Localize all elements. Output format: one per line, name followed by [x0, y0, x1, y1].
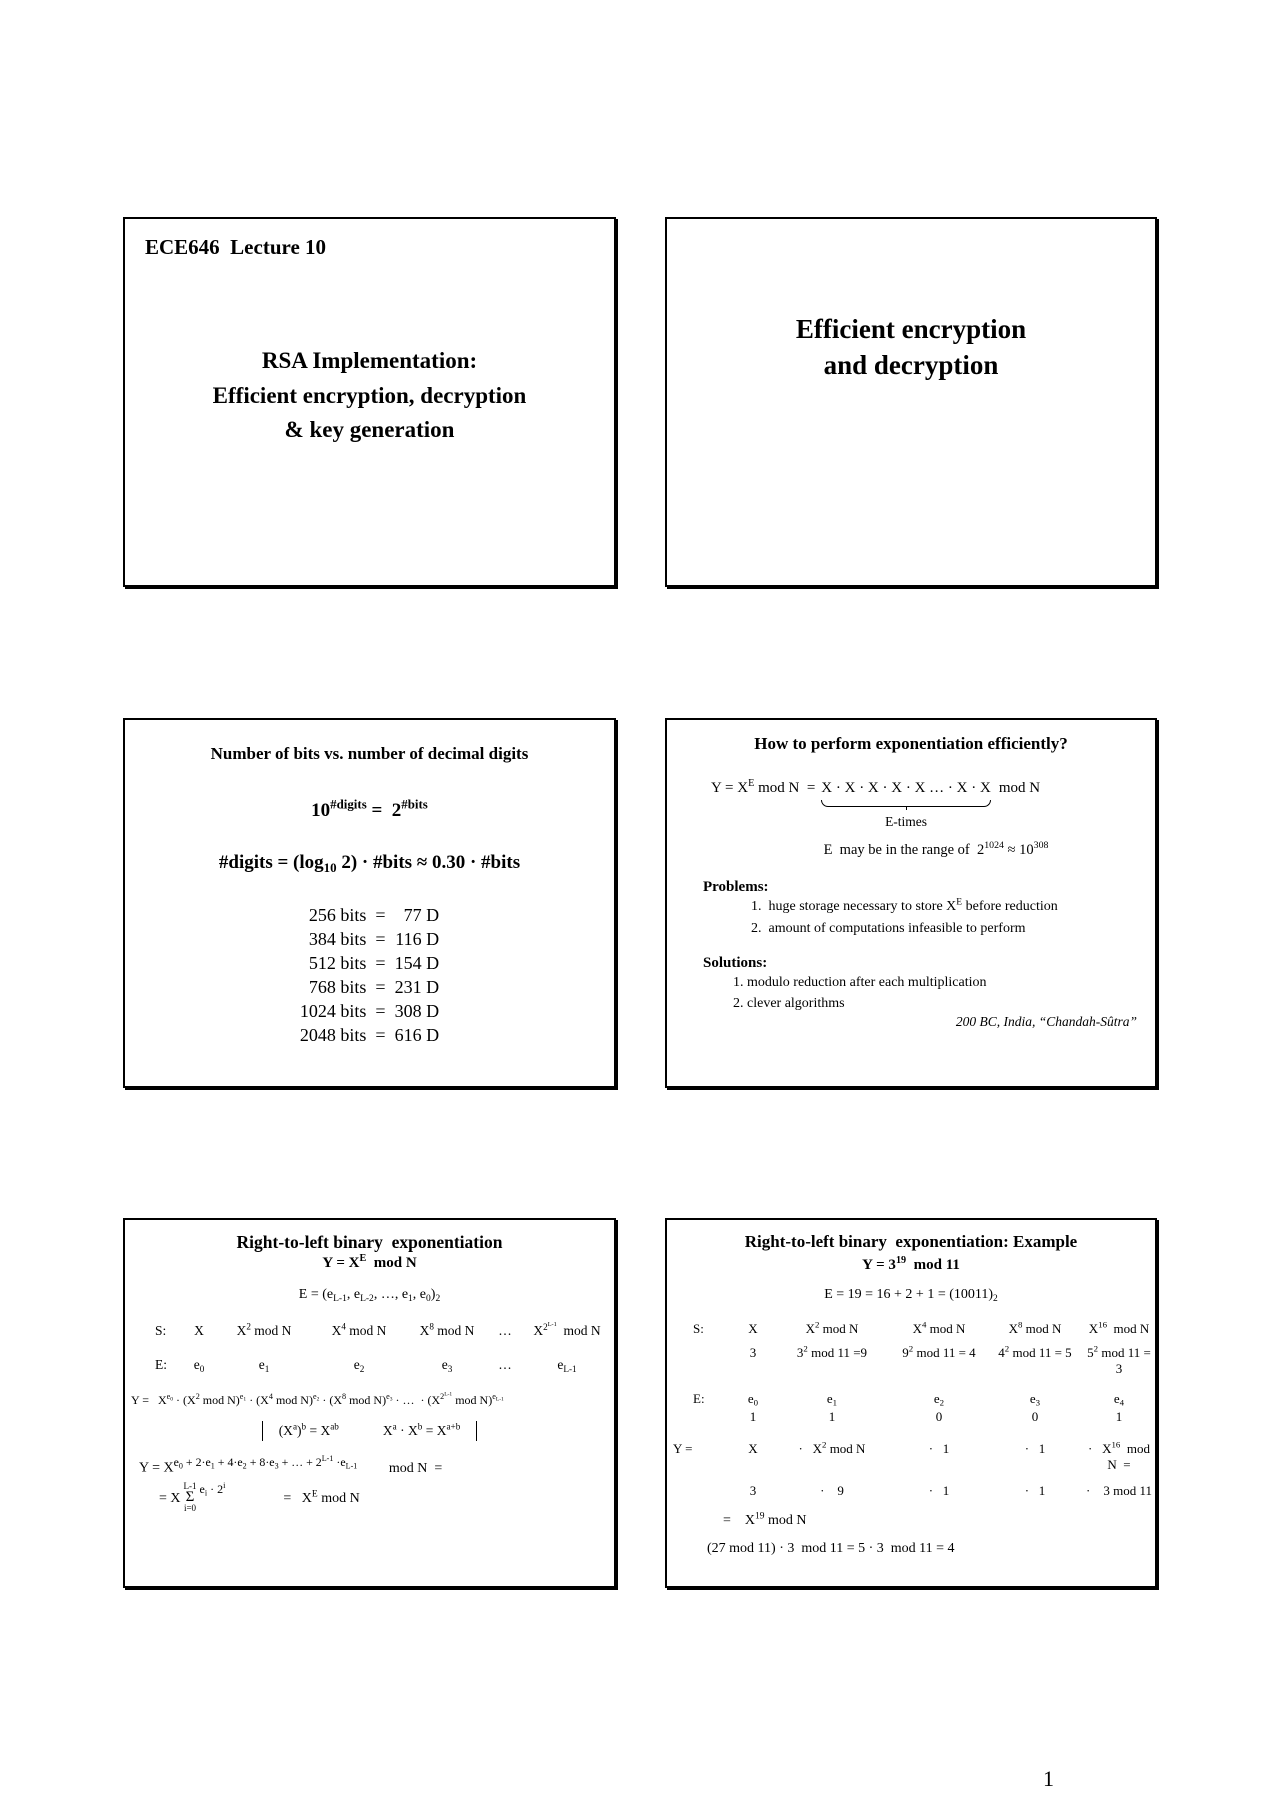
sum-term: $e_i \cdot 2^i$ [199, 1480, 226, 1498]
expanded-exponent-formula [139, 1454, 614, 1477]
slide-title: Right-to-left binary exponentiation: Example [744, 1232, 1078, 1251]
power-formula: $10^{\#digits} = 2^{\#bits}$ [311, 796, 428, 821]
exponent-bits-values-row [693, 1409, 1155, 1425]
s-value-cell: $4^2$ mod 11 = 5 [998, 1343, 1072, 1360]
underbrace-label: E-times [885, 814, 928, 829]
page-number: 1 [1043, 1766, 1054, 1791]
section-title-line: Efficient encryption [795, 314, 1027, 344]
y-value-cell: · 1 [928, 1483, 950, 1498]
bits-cell: 384 bits [308, 928, 367, 949]
digits-cell: 616 D [394, 1024, 440, 1045]
s-row-cell: $X^4$ mod N [331, 1321, 387, 1338]
solution-item: 1. modulo reduction after each multiplication [733, 975, 987, 991]
e-row-cell: $e_4$ [1113, 1391, 1125, 1408]
y-values-row [669, 1483, 1155, 1499]
section-title-line: and decryption [823, 350, 999, 381]
sum-formula [159, 1480, 614, 1526]
s-value-cell [693, 1345, 733, 1377]
final-computation-line: (27 mod 11) · 3 mod 11 = 5 · 3 mod 11 = 4 [707, 1541, 955, 1556]
identity-power: $(X^a)^b = X^{ab}$ [278, 1421, 339, 1438]
equals-cell: = [375, 1000, 386, 1021]
y-value-cell: · 1 [1024, 1483, 1046, 1498]
y2-tail: mod N = [388, 1460, 443, 1476]
squares-header-row [693, 1321, 1155, 1337]
s-value-cell: $5^2$ mod 11 = 3 [1087, 1343, 1155, 1376]
slide-section-title [665, 217, 1157, 587]
lecture-title-line: Efficient encryption, decryption [212, 382, 527, 408]
y-value-cell: · 3 mod 11 [1086, 1483, 1152, 1498]
problem-item: 1. huge storage necessary to store $X^E$ before reduction [751, 897, 1058, 914]
digits-formula: #digits = ($\log_{10}$ 2) · #bits ≈ 0.30 · #bits [218, 852, 521, 875]
e-row-cell: $e_1$ [826, 1391, 838, 1408]
digits-cell: 77 D [403, 905, 440, 925]
equals-cell: = [375, 905, 386, 925]
e-row-cell: $e_{L-1}$ [557, 1357, 577, 1374]
bits-cell: 1024 bits [299, 1000, 367, 1021]
y-value-cell [669, 1483, 733, 1499]
exponent-bits-header-row [693, 1391, 1155, 1407]
s-row-label: S: [693, 1321, 704, 1336]
exponent-definition: $E = 19 = 16 + 2 + 1 = (10011)_2$ [824, 1287, 998, 1304]
squares-values-row [693, 1345, 1155, 1377]
e-value-cell: 0 [1031, 1409, 1039, 1424]
slide-rtl-example [665, 1218, 1157, 1588]
e-row-cell: $e_3$ [441, 1357, 453, 1374]
equals-cell: = [375, 928, 386, 949]
result-line: = $X^{19}$ mod N [723, 1511, 807, 1528]
e-value-cell [693, 1409, 733, 1425]
section-title [667, 311, 1155, 384]
s-row-cell: $X^{2^{L-1}}$ mod N [533, 1320, 601, 1338]
lecture-course-header: ECE646 Lecture 10 [145, 235, 327, 259]
slide-title: Right-to-left binary exponentiation [236, 1232, 503, 1252]
y-row-cell: · $X^2$ mod N [798, 1439, 866, 1456]
e-row-cell: $e_2$ [933, 1391, 945, 1408]
exponentiation-equation [711, 780, 1155, 830]
s-value-cell: $3^2$ mod 11 =9 [796, 1343, 868, 1360]
lecture-title-line: RSA Implementation: [261, 348, 478, 373]
exponent-identities [125, 1421, 614, 1441]
equals-cell: = [375, 1024, 386, 1045]
sigma-icon: Σ [185, 1489, 195, 1506]
bits-to-digits-table [300, 904, 439, 1048]
e-value-cell: 1 [749, 1409, 757, 1424]
e-value-cell: 1 [828, 1409, 836, 1424]
digits-cell: 154 D [394, 952, 440, 973]
equals-cell: = [375, 976, 386, 997]
e-row-cell: $e_3$ [1029, 1391, 1041, 1408]
identity-product: $X^a \cdot X^b = X^{a+b}$ [382, 1421, 461, 1438]
y-row-cell: · 1 [1024, 1441, 1046, 1456]
equals-cell: = [375, 952, 386, 973]
s-row-cell: $X^2$ mod N [805, 1319, 859, 1336]
s-value-cell: 3 [749, 1345, 757, 1360]
s-row-cell: $X^8$ mod N [419, 1321, 475, 1338]
s-row-label: S: [155, 1323, 167, 1338]
s-row-cell: $X^4$ mod N [912, 1319, 966, 1336]
s-value-cell: $9^2$ mod 11 = 4 [902, 1343, 976, 1360]
slide-bits-vs-digits [123, 718, 616, 1088]
lecture-title-line: & key generation [284, 417, 455, 442]
digits-cell: 116 D [395, 928, 440, 949]
s-row-cell: … [498, 1323, 512, 1338]
slide-exponentiation-efficiency [665, 718, 1157, 1088]
e-row-label: E: [693, 1391, 705, 1406]
y2-prefix: Y = X [139, 1460, 174, 1476]
s-row-cell: $X^{16}$ mod N [1088, 1319, 1150, 1336]
y-row-label: Y = [673, 1441, 693, 1456]
e-row-cell: … [498, 1357, 512, 1372]
sum-result: = $X^E$ mod N [283, 1488, 360, 1506]
problems-label: Problems: [703, 879, 769, 895]
bits-cell: 2048 bits [299, 1024, 367, 1045]
sigma-with-limits [184, 1482, 197, 1513]
slide-subtitle: $Y = 3^{19}$ mod 11 [862, 1255, 960, 1273]
e-row-cell: $e_2$ [353, 1357, 365, 1374]
exponent-definition: $E = (e_{L-1}$, $e_{L-2}$, …, $e_1$, $e_0)_2$ [298, 1287, 441, 1304]
y-value-cell: · 9 [820, 1483, 844, 1498]
s-row-cell: $X^2$ mod N [236, 1321, 292, 1338]
exponent-range-note: E may be in the range of $2^{1024} \approx 10^{308}$ [823, 840, 1049, 858]
e-row-cell: $e_1$ [258, 1357, 270, 1374]
e-value-cell: 0 [935, 1409, 943, 1424]
exponent-bits-row [155, 1357, 614, 1373]
squares-row [155, 1320, 614, 1339]
bits-cell: 768 bits [308, 976, 367, 997]
equation-prefix: $Y = X^E$ mod N = [711, 778, 816, 796]
lecture-title [125, 344, 614, 448]
y-row-cell: · 1 [928, 1441, 950, 1456]
sum-prefix: = X [159, 1490, 181, 1506]
s-row-cell: X [748, 1321, 758, 1336]
historical-citation: 200 BC, India, “Chandah-Sûtra” [955, 1014, 1137, 1030]
s-row-cell: X [194, 1323, 204, 1338]
equation-suffix: mod N [998, 780, 1041, 796]
underbrace-icon [821, 800, 991, 807]
slide-lecture-title [123, 217, 616, 587]
slide-rtl-binary-exponentiation [123, 1218, 616, 1588]
e-row-label: E: [155, 1357, 167, 1372]
s-row-cell: $X^8$ mod N [1008, 1319, 1062, 1336]
slide-title: Number of bits vs. number of decimal digits [210, 744, 529, 763]
product-formula: $Y = X^{e_0} \cdot (X^2$ mod $N)^{e_1} \cdot (X^4$ mod $N)^{e_2} \cdot (X^8$ mod N)$^{e_3}$ · … · ($X^{2^{L-1}}$ mod N)$^{e_{L-1}}$ [131, 1391, 504, 1407]
product-with-underbrace [821, 780, 991, 830]
y-row-cell: · $X^{16}$ mod N = [1088, 1439, 1154, 1472]
sigma-upper-limit: L-1 [183, 1480, 197, 1491]
y-row-cell: X [748, 1441, 758, 1456]
y-value-cell: 3 [749, 1483, 757, 1498]
digits-cell: 231 D [394, 976, 440, 997]
identities-box [262, 1421, 478, 1441]
slide-subtitle: $Y = X^E$ mod N [322, 1253, 417, 1271]
y2-exponent: e0 + 2·e1 + 4·e2 + 8·e3 + … + 2L-1 ·eL-1 [173, 1454, 358, 1471]
product-terms: X · X · X · X · X … · X · X [821, 780, 991, 796]
bits-cell: 256 bits [308, 905, 367, 925]
digits-cell: 308 D [394, 1000, 440, 1021]
sigma-lower-limit: i=0 [183, 1503, 197, 1514]
e-value-cell: 1 [1115, 1409, 1123, 1424]
solution-item: 2. clever algorithms [733, 996, 845, 1012]
e-row-cell: $e_0$ [747, 1391, 759, 1408]
slide-title: How to perform exponentiation efficiently? [754, 734, 1068, 753]
e-row-cell: $e_0$ [193, 1357, 205, 1374]
y-product-row [669, 1441, 1155, 1473]
solutions-label: Solutions: [703, 955, 768, 972]
problem-item: 2. amount of computations infeasible to perform [751, 920, 1026, 936]
bits-cell: 512 bits [308, 952, 367, 973]
